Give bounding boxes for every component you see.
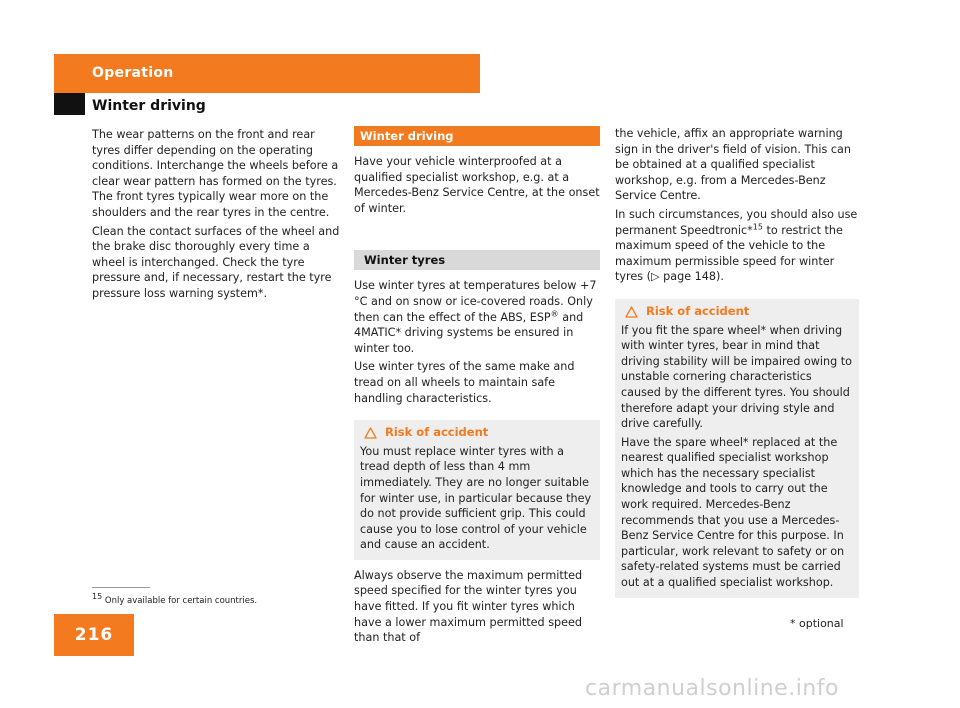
section-heading-winter-driving: Winter driving <box>354 126 600 146</box>
footnote-text: Only available for certain countries. <box>104 596 258 606</box>
warning-title-label: Risk of accident <box>385 425 489 440</box>
optional-note: * optional <box>790 617 844 630</box>
col3-paragraph-1: the vehicle, affix an appropriate warning sign in the driver's field of vision. This can be obtained at a qualified specialist workshop, e.g. from a Mercedes-Benz Service Centre. <box>615 127 851 203</box>
section-tab-label: Operation <box>92 65 174 81</box>
watermark: carmanualsonline.info <box>585 676 839 701</box>
column-2 <box>354 126 600 649</box>
column-1 <box>92 127 340 305</box>
footnote-divider <box>92 587 150 588</box>
header-marker <box>54 93 85 115</box>
col1-paragraph-1: The wear patterns on the front and rear tyres differ depending on the operating conditions. Interchange the wheels before a clear wear pattern has formed on the tyres. The front tyres typically wear more on the shoulders and the rear tyres in the centre. <box>92 128 339 219</box>
warning-title <box>360 425 594 441</box>
warning-box <box>615 299 859 598</box>
column-3 <box>615 126 859 606</box>
warning-triangle-icon <box>625 306 638 318</box>
col2-paragraph-3: Use winter tyres of the same make and tread on all wheels to maintain safe handling characteristics. <box>354 360 575 405</box>
warning-title-label: Risk of accident <box>646 303 750 318</box>
page-number: 216 <box>54 614 134 656</box>
col2-paragraph-2 <box>354 278 600 356</box>
col3-p2-text-a: In such circumstances, you should also use permanent Speedtronic* <box>615 207 858 237</box>
col2-p2-text-a: Use winter tyres at temperatures below +7 °C and on snow or ice-covered roads. Only then can the effect of the ABS, ESP <box>354 279 597 324</box>
subsection-heading-winter-tyres: Winter tyres <box>354 250 600 270</box>
registered-mark: ® <box>550 308 559 318</box>
page-title: Winter driving <box>92 98 206 114</box>
col1-paragraph-2: Clean the contact surfaces of the wheel and the brake disc thoroughly every time a wheel is interchanged. Check the tyre pressure and, if necessary, restart the tyre pressure loss warning system*. <box>92 224 340 300</box>
warning-title <box>621 304 853 320</box>
footnote-ref: 15 <box>752 221 763 231</box>
col2-paragraph-1: Have your vehicle winterproofed at a qualified specialist workshop, e.g. at a Mercedes-Benz Service Centre, at the onset of winter. <box>354 155 600 215</box>
footnote <box>92 592 258 606</box>
section-tab <box>54 54 480 93</box>
col2-p2-text-b: and 4MATIC* driving systems be ensured in winter too. <box>354 310 584 355</box>
col3-paragraph-2 <box>615 207 859 285</box>
warning-text-1: If you fit the spare wheel* when driving with winter tyres, bear in mind that driving stability will be impaired owing to unstable cornering characteristics caused by the different tyres. You should therefore adapt your driving style and drive carefully. <box>621 323 852 431</box>
warning-box <box>354 420 600 560</box>
col2-paragraph-4: Always observe the maximum permitted speed specified for the winter tyres you have fitted. If you fit winter tyres which have a lower maximum permitted speed than that of <box>354 568 583 645</box>
warning-text-2: Have the spare wheel* replaced at the nearest qualified specialist workshop which has the necessary specialist knowledge and tools to carry out the work required. Mercedes-Benz recommends that you use a Mercedes-Benz Service Centre for this purpose. In particular, work relevant to safety or on safety-related systems must be carried out at a qualified specialist workshop. <box>621 435 845 590</box>
warning-text: You must replace winter tyres with a tread depth of less than 4 mm immediately. They are no longer suitable for winter use, in particular because they do not provide sufficient grip. This could cause you to lose control of your vehicle and cause an accident. <box>360 444 592 552</box>
footnote-number: 15 <box>92 592 103 602</box>
col3-p2-text-b: to restrict the maximum speed of the vehicle to the maximum permissible speed for winter tyres (▷ page 148). <box>615 223 843 284</box>
warning-triangle-icon <box>364 427 377 439</box>
